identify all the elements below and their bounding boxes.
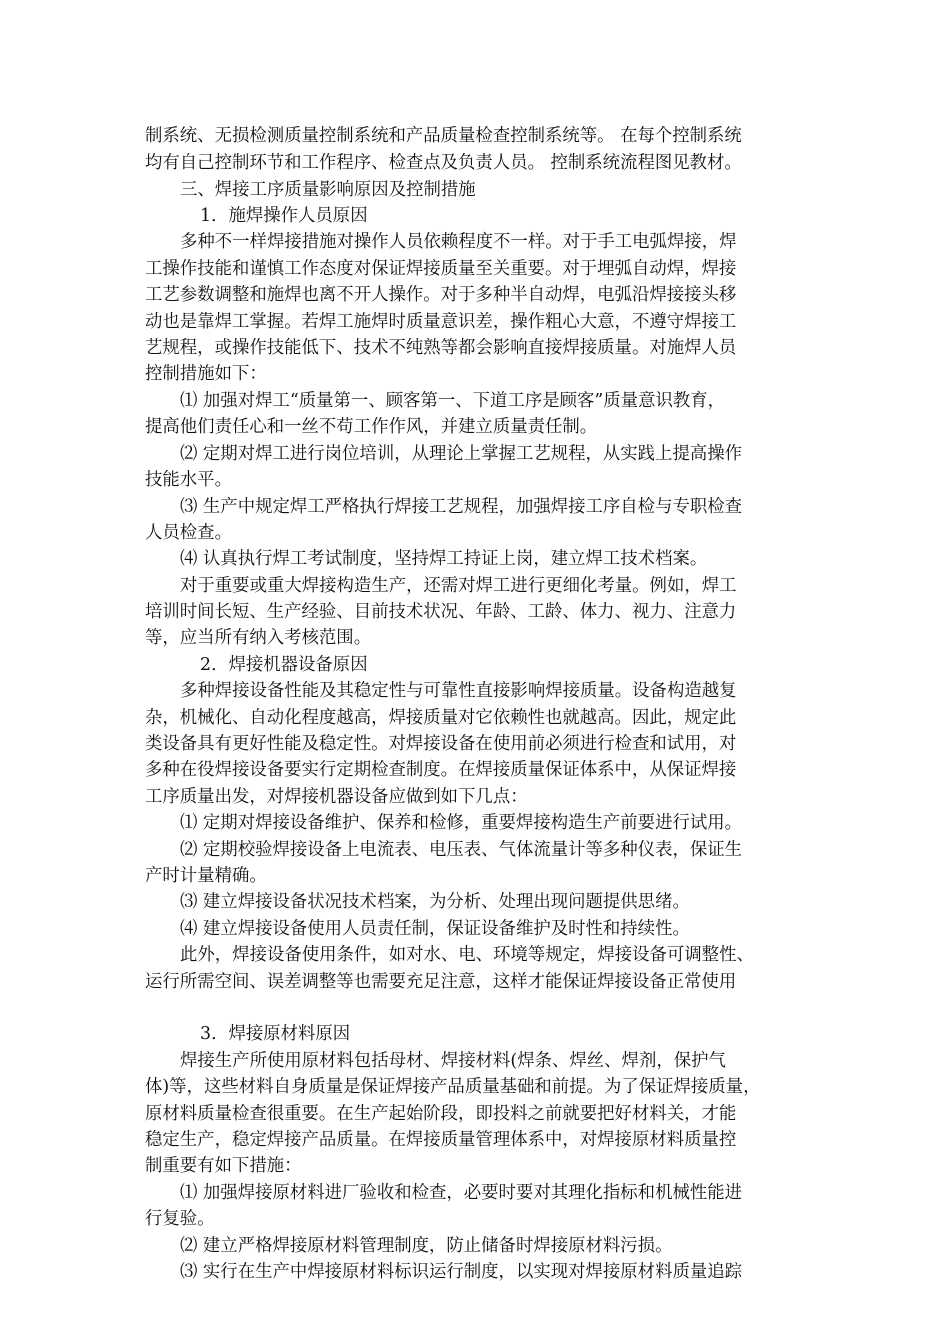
subsection-heading: 2．焊接机器设备原因 <box>200 655 368 675</box>
text-line: 稳定生产，稳定焊接产品质量。在焊接质量管理体系中，对焊接原材料质量控 <box>145 1130 737 1150</box>
text-line: 行复验。 <box>145 1209 215 1229</box>
list-item: ⑴ 定期对焊接设备维护、保养和检修，重要焊接构造生产前要进行试用。 <box>180 813 743 833</box>
list-item: ⑴ 加强焊接原材料进厂验收和检查，必要时要对其理化指标和机械性能进 <box>180 1183 743 1203</box>
section-heading: 三、焊接工序质量影响原因及控制措施 <box>180 180 476 200</box>
text-line: 多种焊接设备性能及其稳定性与可靠性直接影响焊接质量。设备构造越复 <box>180 681 737 701</box>
text-line: 人员检查。 <box>145 523 232 543</box>
text-line: 艺规程，或操作技能低下、技术不纯熟等都会影响直接焊接质量。对施焊人员 <box>145 338 737 358</box>
text-line: 焊接生产所使用原材料包括母材、焊接材料(焊条、焊丝、焊剂，保护气 <box>180 1051 726 1071</box>
text-line: 制系统、无损检测质量控制系统和产品质量检查控制系统等。 在每个控制系统 <box>145 126 742 146</box>
text-line: 杂，机械化、自动化程度越高，焊接质量对它依赖性也就越高。因此，规定此 <box>145 708 737 728</box>
text-line: 原材料质量检查很重要。在生产起始阶段，即投料之前就要把好材料关，才能 <box>145 1104 737 1124</box>
text-line: 产时计量精确。 <box>145 866 267 886</box>
text-line: 多种不一样焊接措施对操作人员依赖程度不一样。对于手工电弧焊接，焊 <box>180 232 737 252</box>
text-line: 制重要有如下措施： <box>145 1156 302 1176</box>
text-line: 培训时间长短、生产经验、目前技术状况、年龄、工龄、体力、视力、注意力 <box>145 602 737 622</box>
text-line: 控制措施如下： <box>145 364 267 384</box>
subsection-heading: 1．施焊操作人员原因 <box>200 206 368 226</box>
list-item: ⑶ 生产中规定焊工严格执行焊接工艺规程，加强焊接工序自检与专职检查 <box>180 497 743 517</box>
list-item: ⑷ 建立焊接设备使用人员责任制，保证设备维护及时性和持续性。 <box>180 919 690 939</box>
text-line: 技能水平。 <box>145 470 232 490</box>
list-item: ⑵ 建立严格焊接原材料管理制度，防止储备时焊接原材料污损。 <box>180 1236 673 1256</box>
text-line: 均有自己控制环节和工作程序、检查点及负责人员。 控制系统流程图见教材。 <box>145 153 742 173</box>
list-item: ⑴ 加强对焊工“质量第一、顾客第一、下道工序是顾客”质量意识教育， <box>180 391 726 411</box>
text-line: 等，应当所有纳入考核范围。 <box>145 628 372 648</box>
text-line: 体)等，这些材料自身质量是保证焊接产品质量基础和前提。为了保证焊接质量， <box>145 1077 761 1097</box>
text-line: 此外，焊接设备使用条件，如对水、电、环境等规定，焊接设备可调整性、 <box>180 945 754 965</box>
text-line: 对于重要或重大焊接构造生产，还需对焊工进行更细化考量。例如，焊工 <box>180 576 737 596</box>
list-item: ⑵ 定期对焊工进行岗位培训，从理论上掌握工艺规程，从实践上提高操作 <box>180 444 743 464</box>
list-item: ⑶ 实行在生产中焊接原材料标识运行制度，以实现对焊接原材料质量追踪 <box>180 1262 743 1282</box>
subsection-heading: 3．焊接原材料原因 <box>200 1024 351 1044</box>
list-item: ⑶ 建立焊接设备状况技术档案，为分析、处理出现问题提供思绪。 <box>180 892 690 912</box>
text-line: 工序质量出发，对焊接机器设备应做到如下几点： <box>145 787 528 807</box>
text-line: 工操作技能和谨慎工作态度对保证焊接质量至关重要。对于埋弧自动焊，焊接 <box>145 259 737 279</box>
text-line: 运行所需空间、误差调整等也需要充足注意，这样才能保证焊接设备正常使用 <box>145 972 737 992</box>
list-item: ⑷ 认真执行焊工考试制度，坚持焊工持证上岗，建立焊工技术档案。 <box>180 549 708 569</box>
list-item: ⑵ 定期校验焊接设备上电流表、电压表、气体流量计等多种仪表，保证生 <box>180 840 743 860</box>
text-line: 提高他们责任心和一丝不苟工作作风，并建立质量责任制。 <box>145 417 598 437</box>
text-line: 动也是靠焊工掌握。若焊工施焊时质量意识差，操作粗心大意，不遵守焊接工 <box>145 312 737 332</box>
text-line: 工艺参数调整和施焊也离不开人操作。对于多种半自动焊，电弧沿焊接接头移 <box>145 285 737 305</box>
text-line: 多种在役焊接设备要实行定期检查制度。在焊接质量保证体系中，从保证焊接 <box>145 760 737 780</box>
text-line: 类设备具有更好性能及稳定性。对焊接设备在使用前必须进行检查和试用，对 <box>145 734 737 754</box>
